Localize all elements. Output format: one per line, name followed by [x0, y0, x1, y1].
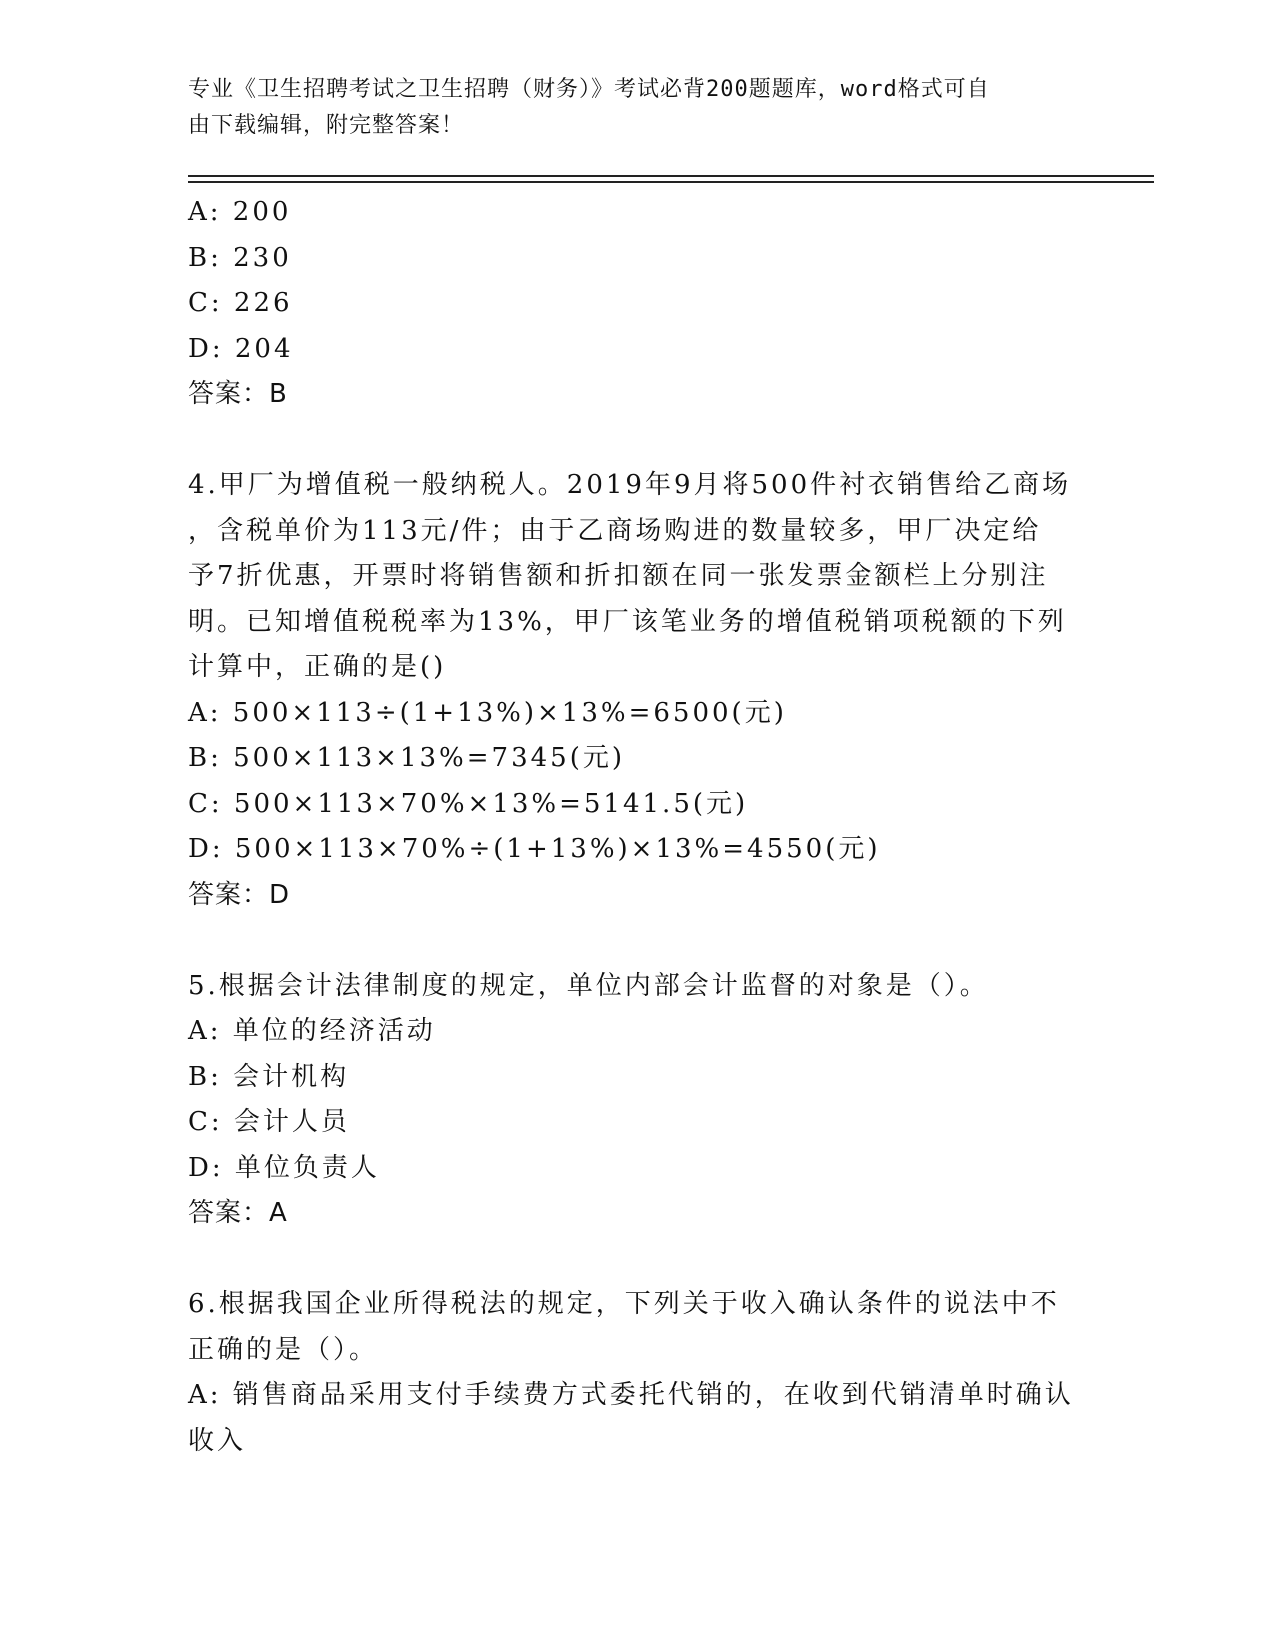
q6-option-a-line-1: A: 销售商品采用支付手续费方式委托代销的，在收到代销清单时确认 — [188, 1380, 1074, 1410]
q4-stem-line-2: ，含税单价为113元/件；由于乙商场购进的数量较多，甲厂决定给 — [188, 515, 1042, 546]
q6-option-a-line-2: 收入 — [188, 1425, 247, 1456]
q4-answer: 答案：D — [188, 879, 291, 910]
q3-option-b: B: 230 — [188, 242, 292, 273]
q5-stem: 5.根据会计法律制度的规定，单位内部会计监督的对象是（）。 — [188, 970, 989, 1001]
q6-stem-line-2: 正确的是（）。 — [188, 1334, 379, 1365]
q5-answer: 答案：A — [188, 1198, 288, 1228]
q3-option-a: A: 200 — [188, 197, 292, 227]
q4-option-d: D: 500×113×70%÷(1+13%)×13%=4550(元) — [188, 834, 881, 864]
q3-option-c: C: 226 — [188, 288, 293, 318]
header-line-2: 由下载编辑，附完整答案！ — [188, 113, 465, 138]
document-header — [188, 72, 1068, 144]
q5-option-b: B: 会计机构 — [188, 1061, 350, 1092]
q4-stem-line-3: 予7折优惠，开票时将销售额和折扣额在同一张发票金额栏上分别注 — [188, 561, 1049, 591]
spacer — [188, 418, 1088, 464]
q4-option-b: B: 500×113×13%=7345(元) — [188, 743, 625, 773]
question-3 — [188, 190, 1088, 418]
q4-stem-line-1: 4.甲厂为增值税一般纳税人。2019年9月将500件衬衣销售给乙商场 — [188, 470, 1072, 500]
header-divider-top — [188, 175, 1154, 177]
header-divider-bottom — [188, 181, 1154, 183]
q5-option-c: C: 会计人员 — [188, 1107, 350, 1137]
spacer — [188, 1237, 1088, 1283]
question-5 — [188, 964, 1088, 1237]
question-list — [188, 190, 1088, 1464]
q4-stem-line-5: 计算中，正确的是() — [188, 652, 447, 682]
q5-option-a: A: 单位的经济活动 — [188, 1016, 436, 1046]
q6-stem-line-1: 6.根据我国企业所得税法的规定，下列关于收入确认条件的说法中不 — [188, 1289, 1060, 1319]
q4-stem-line-4: 明。已知增值税税率为13%，甲厂该笔业务的增值税销项税额的下列 — [188, 606, 1067, 637]
q4-option-a: A: 500×113÷(1+13%)×13%=6500(元) — [188, 697, 787, 728]
q3-answer: 答案：B — [188, 379, 288, 409]
question-6 — [188, 1282, 1088, 1464]
spacer — [188, 918, 1088, 964]
header-line-1: 专业《卫生招聘考试之卫生招聘（财务）》考试必背200题题库，word格式可自 — [188, 77, 990, 102]
q3-option-d: D: 204 — [188, 333, 294, 364]
q4-option-c: C: 500×113×70%×13%=5141.5(元) — [188, 788, 749, 819]
q5-option-d: D: 单位负责人 — [188, 1152, 380, 1183]
question-4 — [188, 463, 1088, 918]
